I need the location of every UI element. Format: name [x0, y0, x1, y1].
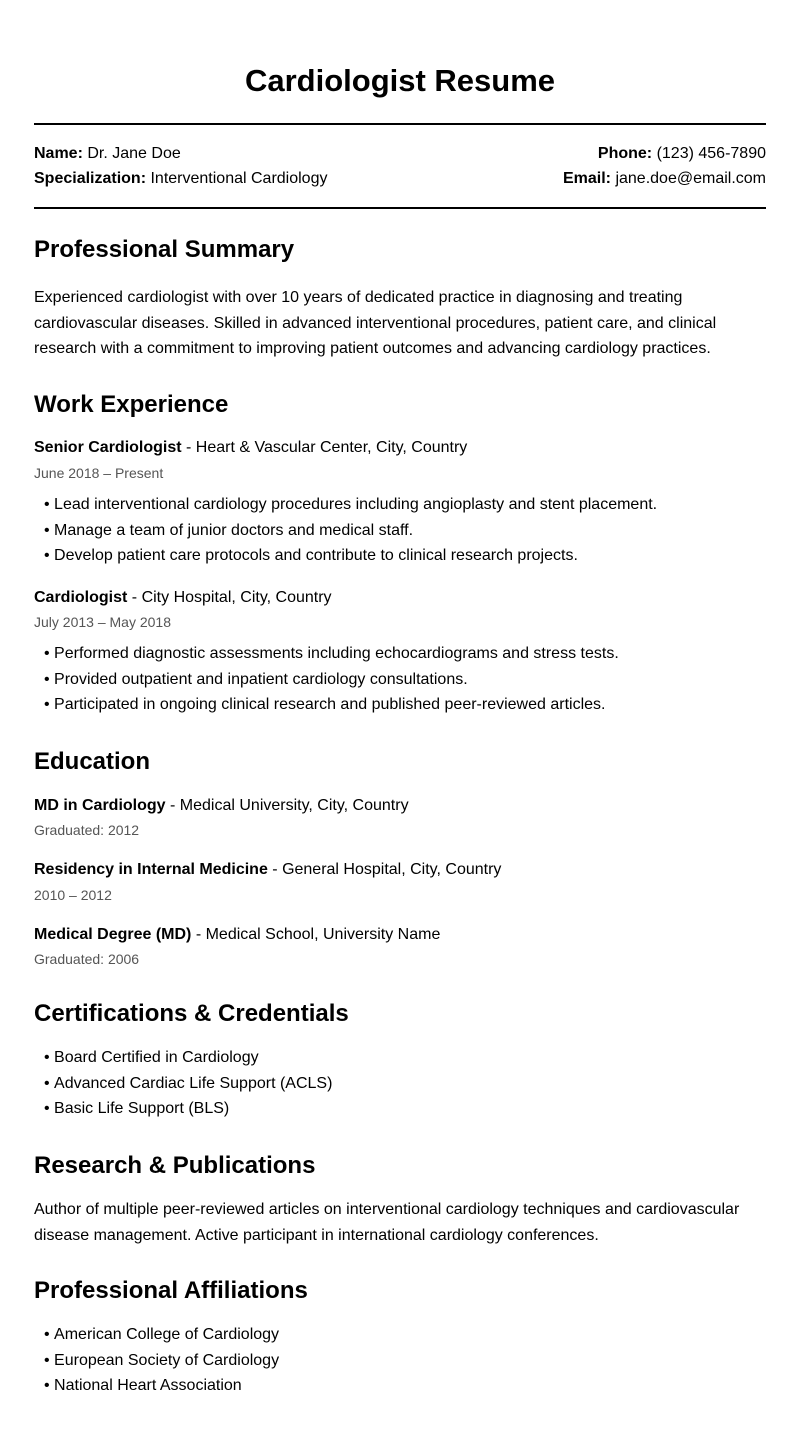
email-field [563, 169, 766, 189]
phone-value: (123) 456-7890 [656, 145, 766, 162]
job-bullets [44, 641, 619, 718]
certifications-list [44, 1045, 332, 1122]
summary-heading: Professional Summary [34, 236, 295, 263]
affiliations-list [44, 1322, 279, 1399]
list-item: • Advanced Cardiac Life Support (ACLS) [44, 1071, 332, 1097]
job-title [34, 588, 332, 608]
job-dates: July 2013 – May 2018 [34, 614, 171, 630]
education-place: - General Hospital, City, Country [267, 861, 502, 878]
name-field [34, 144, 181, 164]
contact-row-1 [34, 144, 766, 164]
education-heading: Education [34, 748, 151, 775]
phone-label: Phone: [597, 145, 653, 162]
list-item: • National Heart Association [44, 1373, 279, 1399]
specialization-value: Interventional Cardiology [150, 170, 328, 187]
affiliations-heading: Professional Affiliations [34, 1277, 308, 1304]
job-place: - City Hospital, City, Country [127, 589, 332, 606]
education-place: - Medical University, City, Country [165, 797, 409, 814]
research-text: Author of multiple peer-reviewed articles on interventional cardiology techniques and cardiovascular disease management. Active participant in international cardiology conferences. [34, 1201, 740, 1244]
list-item: • Lead interventional cardiology procedures including angioplasty and stent placement. [44, 492, 657, 518]
list-item: • Basic Life Support (BLS) [44, 1096, 332, 1122]
list-item: • Manage a team of junior doctors and medical staff. [44, 518, 657, 544]
job-place: - Heart & Vascular Center, City, Country [181, 439, 468, 456]
list-item: • European Society of Cardiology [44, 1348, 279, 1374]
education-title [34, 796, 409, 816]
education-degree: Residency in Internal Medicine [34, 861, 268, 878]
education-degree: MD in Cardiology [34, 797, 166, 814]
job-bullets [44, 492, 657, 569]
list-item: • Develop patient care protocols and contribute to clinical research projects. [44, 543, 657, 569]
education-date: Graduated: 2006 [34, 951, 140, 967]
contact-divider [34, 207, 766, 209]
list-item: • Provided outpatient and inpatient cardiology consultations. [44, 667, 619, 693]
list-item: • American College of Cardiology [44, 1322, 279, 1348]
phone-field [598, 144, 766, 164]
page-title: Cardiologist Resume [244, 63, 556, 98]
list-item: • Participated in ongoing clinical research and published peer-reviewed articles. [44, 692, 619, 718]
summary-text: Experienced cardiologist with over 10 years of dedicated practice in diagnosing and treating cardiovascular diseases. Skilled in advanced interventional procedures, patient care, and clinical research with a commitment to improving patient outcomes and advancing cardiology practices. [34, 289, 717, 357]
certifications-heading: Certifications & Credentials [34, 1000, 349, 1027]
name-value: Dr. Jane Doe [87, 145, 181, 162]
job-title [34, 438, 467, 458]
education-place: - Medical School, University Name [191, 926, 441, 943]
job-role: Cardiologist [34, 589, 128, 606]
email-value: jane.doe@email.com [615, 170, 766, 187]
list-item: • Performed diagnostic assessments including echocardiograms and stress tests. [44, 641, 619, 667]
email-label: Email: [562, 170, 611, 187]
name-label: Name: [34, 145, 83, 162]
job-dates: June 2018 – Present [34, 465, 164, 481]
job-role: Senior Cardiologist [34, 439, 182, 456]
research-heading: Research & Publications [34, 1152, 316, 1179]
education-date: Graduated: 2012 [34, 822, 140, 838]
work-heading: Work Experience [34, 391, 229, 418]
top-divider [34, 123, 766, 125]
contact-row-2 [34, 169, 766, 189]
specialization-label: Specialization: [34, 170, 147, 187]
education-title [34, 925, 440, 945]
education-date: 2010 – 2012 [34, 887, 112, 903]
education-title [34, 860, 501, 880]
list-item: • Board Certified in Cardiology [44, 1045, 332, 1071]
specialization-field [34, 169, 327, 189]
education-degree: Medical Degree (MD) [34, 926, 192, 943]
